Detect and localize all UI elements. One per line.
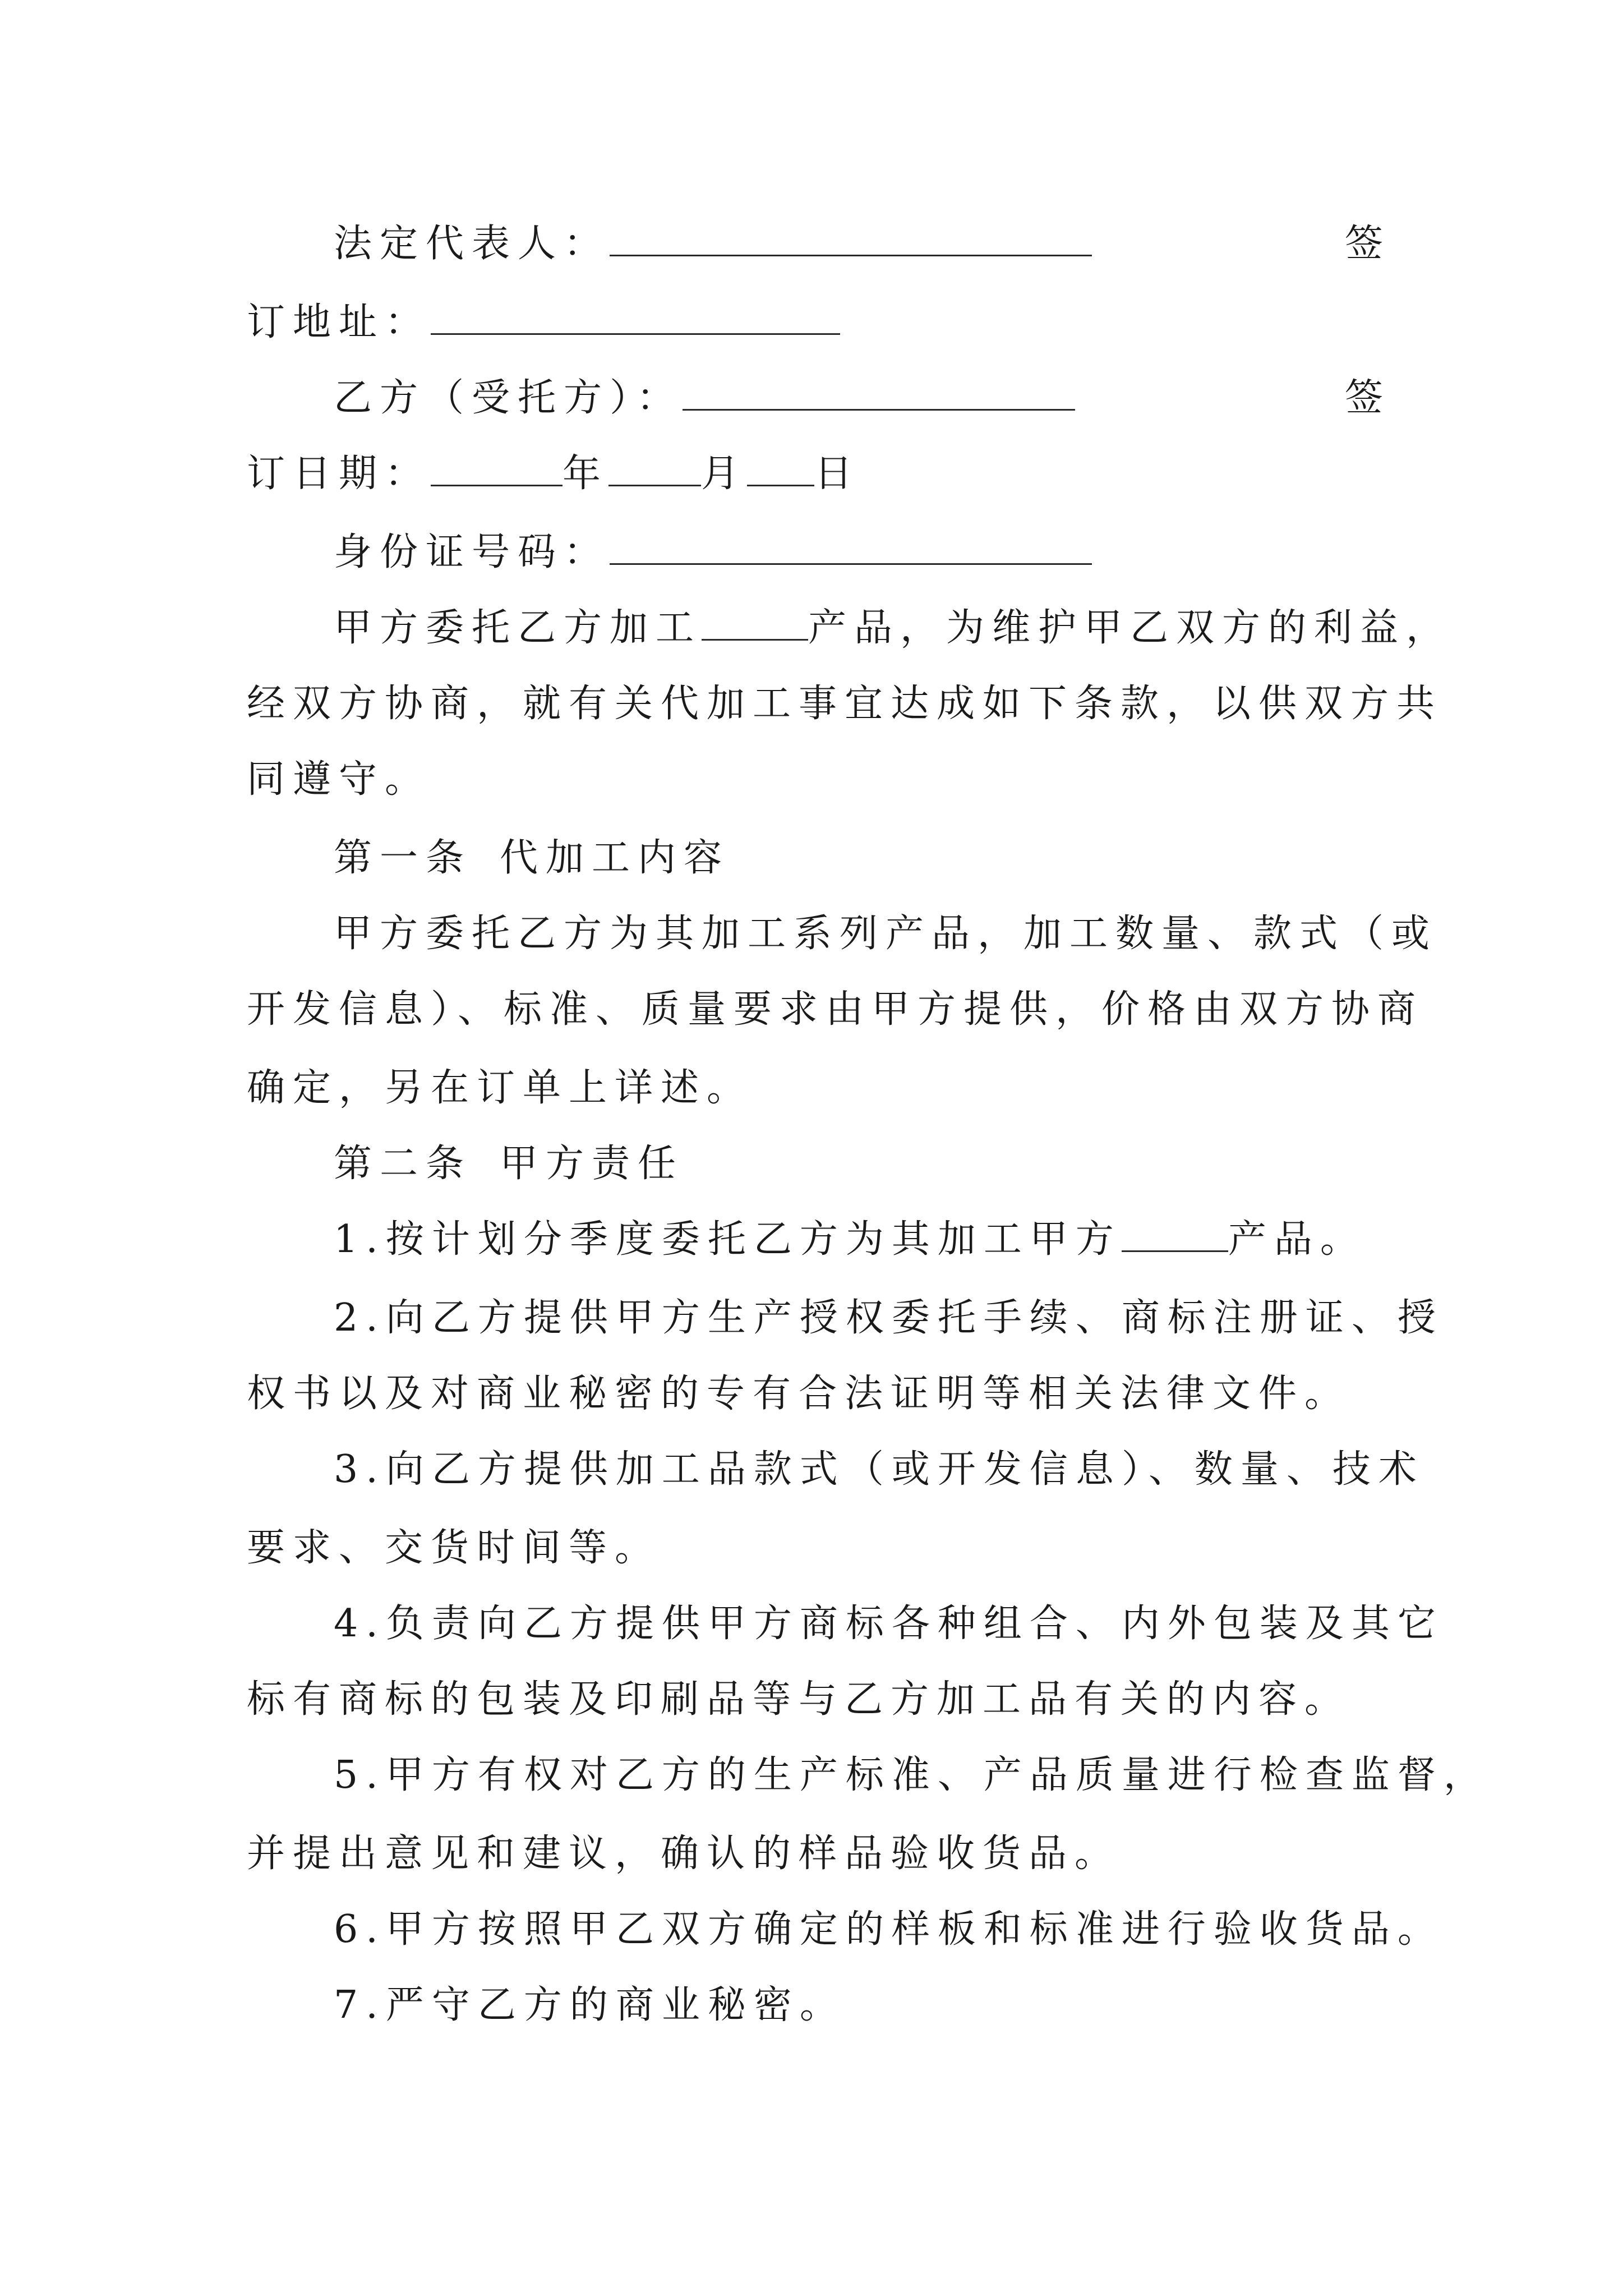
party-b-blank — [683, 376, 1075, 411]
day-blank — [747, 452, 814, 486]
rep-blank — [610, 222, 1092, 256]
intro-part1: 甲方委托乙方加工 — [334, 606, 702, 650]
intro-line-2: 经双方协商，就有关代加工事宜达成如下条款，以供双方共 — [247, 682, 1443, 726]
year-blank — [431, 452, 562, 486]
item-6-line-1: 6.甲方按照甲乙双方确定的样板和标准进行验收货品。 — [334, 1907, 1444, 1952]
item-5-line-1: 5.甲方有权对乙方的生产标准、产品质量进行检查监督， — [334, 1753, 1490, 1797]
sign-char-2: 签 — [1344, 376, 1391, 420]
item-2-line-1: 2.向乙方提供甲方生产授权委托手续、商标注册证、授 — [334, 1296, 1444, 1340]
rep-line — [247, 205, 1391, 283]
month-blank — [608, 452, 701, 486]
year-char: 年 — [562, 452, 609, 496]
product-blank-2 — [1122, 1218, 1228, 1252]
item-7-line-1: 7.严守乙方的商业秘密。 — [334, 1983, 846, 2027]
article-1-heading — [247, 819, 1391, 898]
intro-line-1 — [247, 589, 1453, 668]
item-4-line-2: 标有商标的包装及印刷品等与乙方加工品有关的内容。 — [247, 1677, 1351, 1722]
sign-date-line — [247, 435, 1391, 513]
article-1-line-2: 开发信息）、标准、质量要求由甲方提供，价格由双方协商 — [247, 987, 1424, 1032]
sign-address-line — [247, 283, 1391, 362]
id-label: 身份证号码： — [334, 530, 610, 574]
rep-label: 法定代表人： — [334, 222, 610, 266]
article-2-heading — [247, 1125, 1391, 1203]
item-3-line-1: 3.向乙方提供加工品款式（或开发信息）、数量、技术 — [334, 1447, 1424, 1492]
sign-char-1: 签 — [1344, 222, 1391, 266]
article-2-number: 第二条 — [334, 1142, 472, 1186]
item-4-line-1: 4.负责向乙方提供甲方商标各种组合、内外包装及其它 — [334, 1602, 1444, 1646]
article-1-line-1: 甲方委托乙方为其加工系列产品，加工数量、款式（或 — [334, 912, 1438, 956]
item-5-line-2: 并提出意见和建议，确认的样品验收货品。 — [247, 1832, 1121, 1876]
party-b-label: 乙方（受托方）： — [334, 376, 683, 420]
id-line — [247, 513, 1391, 592]
item-1-part2: 产品。 — [1228, 1217, 1366, 1262]
article-1-number: 第一条 — [334, 836, 472, 880]
item-3-line-2: 要求、交货时间等。 — [247, 1526, 661, 1570]
sign-address-blank — [431, 301, 840, 335]
item-1-line — [247, 1200, 1391, 1279]
day-char: 日 — [814, 452, 861, 496]
sign-date-label: 订日期： — [247, 452, 431, 496]
product-blank-1 — [702, 606, 808, 641]
intro-line-3: 同遵守。 — [247, 757, 431, 802]
article-2-title: 甲方责任 — [500, 1142, 684, 1186]
article-1-title: 代加工内容 — [500, 836, 730, 880]
party-b-line — [247, 359, 1391, 438]
month-char: 月 — [701, 452, 748, 496]
item-2-line-2: 权书以及对商业秘密的专有合法证明等相关法律文件。 — [247, 1372, 1351, 1416]
item-1-part1: 1.按计划分季度委托乙方为其加工甲方 — [334, 1217, 1122, 1262]
article-1-line-3: 确定，另在订单上详述。 — [247, 1066, 753, 1110]
sign-address-label: 订地址： — [247, 300, 431, 344]
id-blank — [610, 531, 1092, 565]
intro-part2: 产品，为维护甲乙双方的利益， — [808, 606, 1453, 650]
